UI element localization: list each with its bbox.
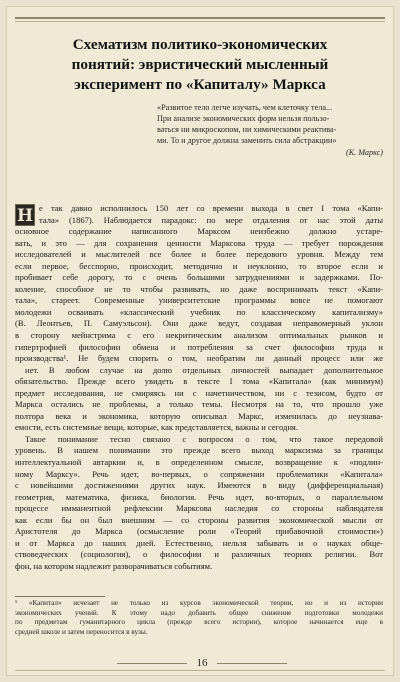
body-line: интеллектуальной автаркии и, в определенном смысле, возвращение к «подлин-	[15, 457, 383, 468]
body-line: Аристотеля до Маркса (осмысление роли «Теорий прибавочной стоимости»)	[15, 526, 383, 537]
body-line: ствоведческих (социология), о философии и различных теориях религии. Вот	[15, 549, 383, 560]
body-line: исследователей и мыслителей все более и более передового уровня. Между тем	[15, 249, 383, 260]
top-rule-thin	[15, 21, 385, 22]
page-number-rule-right	[217, 663, 287, 664]
body-line: емости, есть системные вещи, которые, как представляется, важны и сегодня.	[15, 422, 298, 433]
body-line: и от Маркса до наших дней. Естественно, нельзя забывать и о науках обще-	[15, 537, 383, 548]
body-line: нет. В любом случае на долю отдельных личностей выпадает дополнительное	[25, 364, 383, 375]
body-line: Маркса остались не проблемы, а только темы. Несмотря на то, что прошло уже	[15, 399, 383, 410]
body-line: Такое понимание тесно связано с вопросом о том, что такое передовой	[25, 433, 383, 444]
epigraph	[157, 102, 383, 158]
body-line: процессе имманентной рефлексии Марксова наследия со стороны наблюдателя	[15, 503, 383, 514]
body-line: фон, на котором надлежит разворачиваться событиям.	[15, 560, 213, 571]
footnote-line: экономических учений. К этому надо добавить общее снижение подготовки молодежи	[15, 608, 383, 617]
footnote-rule	[15, 596, 105, 597]
body-line: как если бы он был внешним — со стороны развития экономической мысли от	[15, 514, 383, 525]
body-line: уровень. В нашем понимании это прежде всего выход марксизма за границы	[15, 445, 383, 456]
body-line: обязательство. Прежде всего увидеть в тексте I тома «Капитала» (как минимум)	[15, 376, 383, 387]
body-line: гипертрофией философии обмена и потребления за счет философии труда и	[15, 341, 383, 352]
body-line: е так давно исполнилось 150 лет со времени выхода в свет I тома «Капи-	[39, 203, 383, 213]
body-line: с новейшими достижениями других наук. Имеются в виду (дифференциальная)	[15, 480, 383, 491]
body-line: производства¹. Не будем спорить о том, необратим ли данный процесс или же	[15, 353, 383, 364]
body-line: молодежи осваивать «классический учебник по классическому капитализму»	[15, 306, 383, 317]
page-footer	[7, 655, 393, 671]
bottom-rule	[15, 670, 385, 671]
epigraph-line: «Развитое тело легче изучать, чем клеточку тела...	[157, 103, 333, 112]
body-line: если первое, бесспорно, происходит, методично и неуклонно, то второе если и	[15, 260, 383, 271]
heading-line: Схематизм политико-экономических	[72, 36, 328, 53]
body-line: тала» (1867). Наблюдается парадокс: по мере отдаления от нас этой даты	[39, 214, 383, 225]
body-line: предмет исследования, не смиряясь ни с начетничеством, ни с тезисом, будто от	[15, 387, 383, 398]
footnote	[15, 599, 383, 637]
epigraph-author: (К. Маркс)	[345, 148, 383, 158]
heading-line: понятий: эвристический мысленный	[71, 56, 329, 73]
body-line: вать, и это — для сохранения ценности Марксова труда — требует порождения	[15, 237, 383, 248]
heading-line: эксперимент по «Капиталу» Маркса	[74, 76, 326, 93]
epigraph-line: ваться ни микроскопом, ни химическими реактива-	[157, 125, 337, 135]
body-line: коление, способное не то чтобы развивать, но даже воспринимать текст «Капи-	[15, 283, 383, 294]
body-line: основное содержание написанного Марксом неизбежно должно устаре-	[15, 226, 383, 237]
page-number-rule-left	[117, 663, 187, 664]
body-line: (В. Леонтьев, П. Самуэльсон). Они даже ведут, создавая неправомерный уклон	[15, 318, 383, 329]
footnote-line: средней школе и затем переносится в вузы.	[15, 627, 148, 636]
chapter-heading	[29, 35, 371, 95]
body-line: ному Марксу». Речь идет, во-первых, о сопряжении проблематики «Капитала»	[15, 468, 383, 479]
body-line: полтора века и экономика, которую описывал Маркс, изменилась до неузнава-	[15, 410, 383, 421]
body-line: пробивает себе дорогу, то с очень большими затруднениями и задержками. По-	[15, 272, 383, 283]
body-line: в сторону мейнстрима с его некритическим анализом оптимальных рынков и	[15, 330, 383, 341]
body-text	[15, 203, 383, 573]
page-number: 16	[196, 657, 208, 669]
body-line: тала», стареет. Современные университетские программы вовсе не помогают	[15, 295, 383, 306]
epigraph-line: ми. То и другое должна заменить сила абстракции»	[157, 136, 337, 146]
footnote-line: ¹ «Капитал» исчезает не только из курсов экономической теории, но и из истории	[15, 599, 383, 607]
top-rule	[15, 17, 385, 19]
book-page	[6, 6, 394, 676]
drop-cap: Н	[16, 206, 34, 226]
footnote-line: по предметам гуманитарного цикла (прежде всего истории), которое начинается еще в	[15, 618, 383, 627]
body-line: геометрия, математика, физика, биология. Речь идет, во-вторых, о параллельном	[15, 491, 383, 502]
epigraph-line: При анализе экономических форм нельзя пользо-	[157, 114, 330, 124]
